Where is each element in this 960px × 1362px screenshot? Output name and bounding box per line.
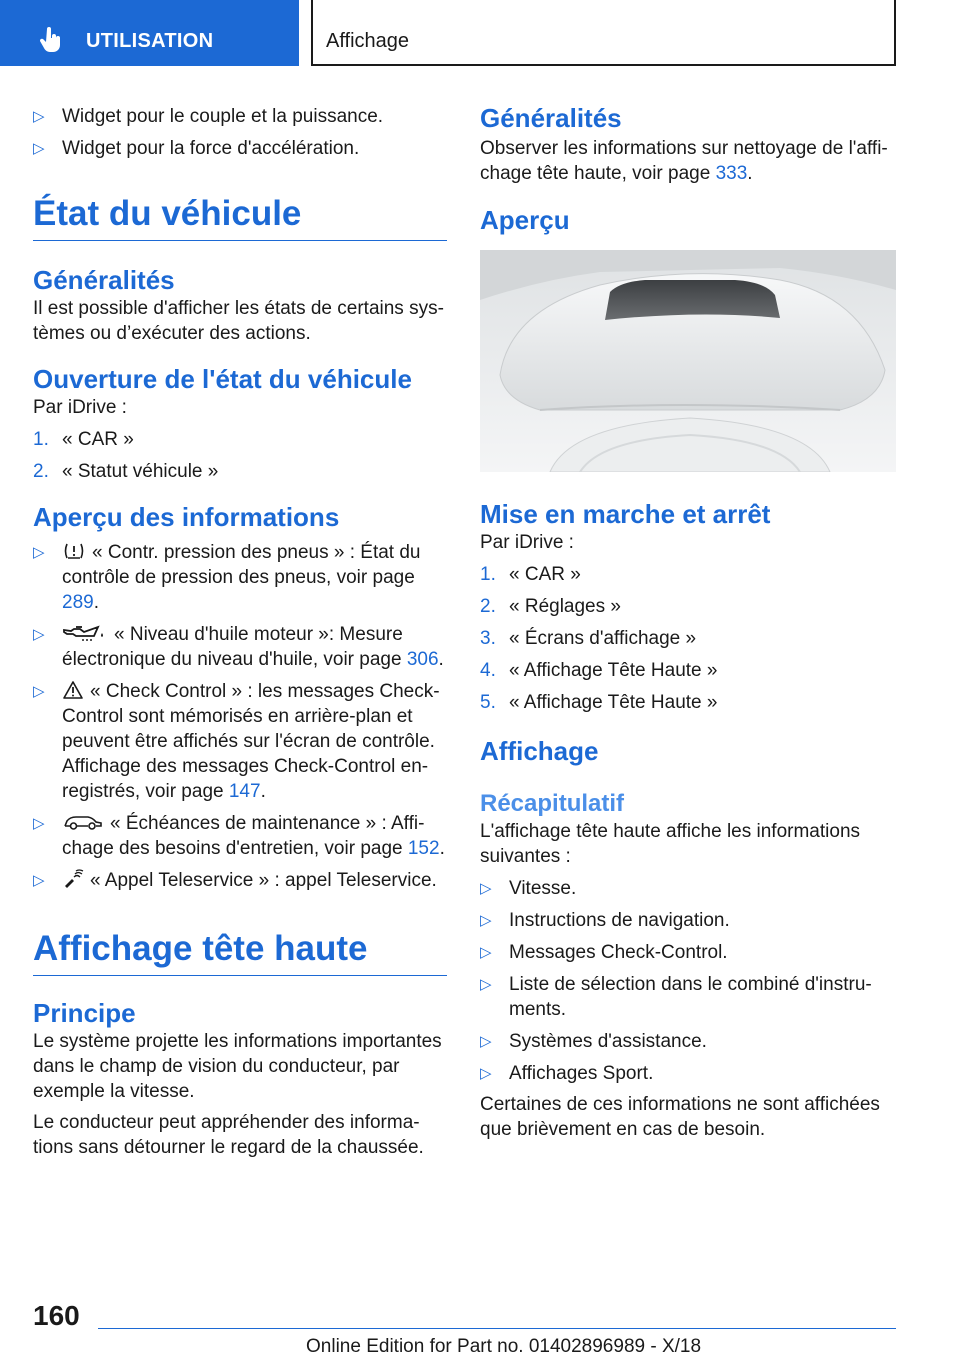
list-item: 3. « Écrans d'affichage » — [480, 628, 697, 649]
recap-list — [480, 876, 896, 1086]
car-service-icon — [62, 812, 104, 832]
list-item: ▷ Liste de sélection dans le combiné d'instruments. — [480, 972, 896, 1022]
list-item: 5. « Affichage Tête Haute » — [480, 692, 718, 713]
footer-edition: Online Edition for Part no. 01402896989 - X/18 — [306, 1336, 702, 1357]
page-number: 160 — [33, 1300, 80, 1331]
page-link[interactable]: 289 — [62, 592, 94, 613]
footer-rule — [98, 1328, 896, 1329]
paragraph-principe-1: Le système projette les informations importantes dans le champ de vision du conducteur, par exemple la vitesse. — [33, 1031, 442, 1102]
paragraph-final: Certaines de ces informations ne sont affichées que brièvement en cas de besoin. — [480, 1094, 880, 1140]
heading-apercu-informations: Aperçu des informations — [33, 502, 340, 532]
hud-illustration — [480, 250, 896, 472]
heading-etat-vehicule: État du véhicule — [33, 194, 447, 241]
list-item: 2. « Statut véhicule » — [33, 461, 219, 482]
list-item: ▷ Vitesse. — [480, 876, 896, 901]
list-item: ▷ Widget pour la force d'accélération. — [33, 136, 447, 161]
steps-list — [33, 427, 447, 484]
page-link[interactable]: 152 — [407, 838, 440, 859]
list-item: 1. « CAR » — [480, 564, 581, 585]
list-item: ▷ « Check Control » : les messages Check-Control sont mémorisés en arrière-plan et peuvent être affichés sur l'écran de contrôle. Affichage des messages Check-Control enregistrés, voir page 147. — [33, 679, 447, 804]
heading-apercu: Aperçu — [480, 205, 570, 235]
heading-mise-en-marche: Mise en marche et arrêt — [480, 499, 771, 529]
list-item: ▷ Instructions de navigation. — [480, 908, 896, 933]
list-item: ▷ Systèmes d'assistance. — [480, 1029, 896, 1054]
heading-affichage-tete-haute: Affichage tête haute — [33, 929, 447, 976]
paragraph-generalites-hud: Observer les informations sur nettoyage de l'affichage tête haute, voir page 333. — [480, 138, 888, 184]
list-item: 2. « Réglages » — [480, 596, 621, 617]
steps-list-hud — [480, 562, 896, 715]
heading-affichage: Affichage — [480, 736, 599, 766]
hud-photo — [480, 250, 896, 472]
teleservice-icon — [62, 869, 84, 889]
heading-generalites-hud: Généralités — [480, 103, 622, 133]
left-column — [33, 100, 447, 1160]
heading-recapitulatif: Récapitulatif — [480, 790, 625, 817]
list-item: ▷ « Niveau d'huile moteur »: Mesure électronique du niveau d'huile, voir page 306. — [33, 622, 447, 672]
list-item: ▷ Affichages Sport. — [480, 1061, 896, 1086]
heading-generalites: Généralités — [33, 265, 175, 295]
paragraph-recapitulatif: L'affichage tête haute affiche les informations suivantes : — [480, 821, 861, 867]
list-item: 1. « CAR » — [33, 429, 134, 450]
page-link[interactable]: 147 — [228, 781, 261, 802]
list-item: ▷ « Appel Teleservice » : appel Teleservice. — [33, 868, 447, 893]
info-list — [33, 540, 447, 893]
list-item: 4. « Affichage Tête Haute » — [480, 660, 718, 681]
section-tab — [0, 0, 299, 66]
list-item: ▷ « Échéances de maintenance » : Affichage des besoins d'entretien, voir page 152. — [33, 811, 447, 861]
section-tab-label: UTILISATION — [86, 30, 214, 52]
section-title: Affichage — [326, 30, 410, 52]
list-item: ▷ Widget pour le couple et la puissance. — [33, 104, 447, 129]
hand-pointer-icon — [38, 26, 66, 54]
list-item: ▷ Messages Check-Control. — [480, 940, 896, 965]
page-link[interactable]: 306 — [406, 649, 439, 670]
heading-principe: Principe — [33, 998, 136, 1028]
paragraph-principe-2: Le conducteur peut appréhender des informations sans détourner le regard de la chaussée. — [33, 1112, 424, 1158]
list-item: ▷ « Contr. pression des pneus » : État du contrôle de pression des pneus, voir page 289. — [33, 540, 447, 615]
page-link[interactable]: 333 — [715, 163, 748, 184]
paragraph-par-idrive: Par iDrive : — [33, 397, 127, 418]
heading-ouverture: Ouverture de l'état du véhicule — [33, 364, 412, 394]
warning-triangle-icon — [62, 680, 84, 700]
intro-bullet-list — [33, 104, 447, 161]
tire-pressure-icon — [62, 541, 86, 561]
oil-level-icon — [62, 623, 108, 643]
paragraph-par-idrive-hud: Par iDrive : — [480, 532, 574, 553]
paragraph-generalites: Il est possible d'afficher les états de certains systèmes ou d’exécuter des actions. — [33, 298, 444, 344]
right-column — [480, 100, 896, 1142]
